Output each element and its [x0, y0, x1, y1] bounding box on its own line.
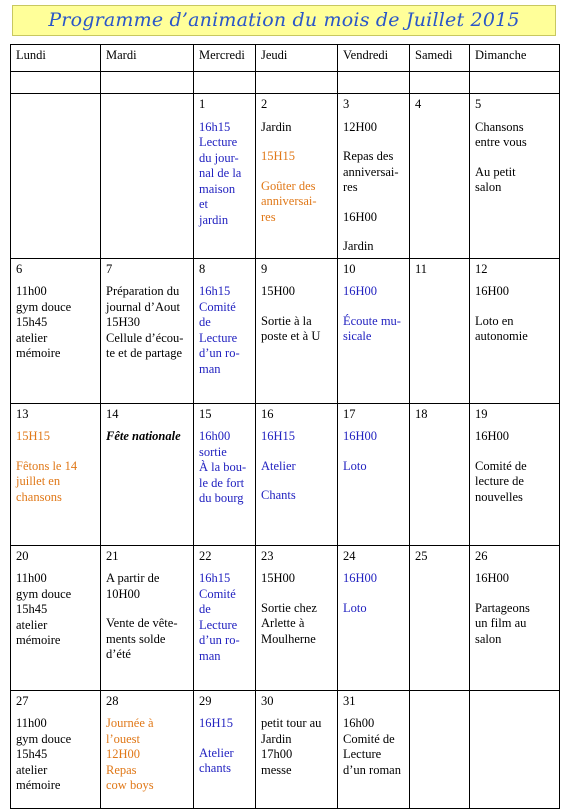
- event-text: man: [199, 648, 221, 663]
- event-text: Chansons: [475, 119, 524, 134]
- day-cell: [338, 690, 410, 808]
- spacer: [16, 422, 95, 429]
- spacer: [106, 709, 188, 716]
- event-text: Goûter des: [261, 178, 316, 193]
- day-cell: [410, 94, 470, 259]
- event-text: l’ouest: [106, 731, 141, 746]
- spacer: [106, 602, 188, 616]
- spacer: [16, 564, 95, 571]
- event-text: et: [199, 197, 209, 211]
- spacer: [16, 709, 95, 716]
- event-text: 15h45: [16, 747, 48, 761]
- day-cell: [256, 690, 338, 808]
- week-row: [11, 690, 560, 808]
- event-text: Atelier: [261, 458, 296, 473]
- day-cell: [11, 690, 101, 808]
- event-text: atelier: [16, 762, 48, 777]
- day-header: Dimanche: [470, 45, 560, 72]
- header-row: [11, 45, 560, 72]
- spacer: [343, 564, 404, 571]
- event-text: 16H00: [343, 284, 378, 298]
- day-number: 6: [16, 261, 23, 276]
- day-number: 22: [199, 548, 212, 563]
- spacer: [261, 165, 332, 179]
- spacer: [261, 445, 332, 459]
- event-text: Fête nationale: [106, 429, 181, 443]
- day-number: 23: [261, 548, 274, 563]
- day-cell: [338, 94, 410, 259]
- day-cell: [11, 545, 101, 690]
- event-text: Lecture: [199, 135, 238, 149]
- day-cell: [256, 545, 338, 690]
- day-cell: [194, 403, 256, 545]
- event-text: 15H00: [261, 284, 296, 298]
- event-text: 15h45: [16, 315, 48, 329]
- spacer: [475, 113, 554, 120]
- day-cell: [470, 403, 560, 545]
- day-cell: [256, 258, 338, 403]
- day-number: 7: [106, 261, 113, 276]
- event-text: Jardin: [261, 119, 292, 134]
- event-text: chants: [199, 761, 231, 775]
- event-text: messe: [261, 762, 292, 777]
- event-text: Cellule d’écou-: [106, 330, 184, 345]
- event-text: 17h00: [261, 747, 293, 761]
- empty-cell: [470, 72, 560, 94]
- day-cell: [470, 690, 560, 808]
- event-text: lecture de: [475, 474, 524, 488]
- day-number: 15: [199, 406, 212, 421]
- day-number: 1: [199, 97, 206, 111]
- event-text: Lecture: [343, 747, 382, 761]
- event-text: le de fort: [199, 475, 245, 490]
- event-text: Loto en: [475, 313, 514, 328]
- spacer: [343, 300, 404, 314]
- event-text: salon: [475, 631, 502, 646]
- empty-cell: [256, 72, 338, 94]
- event-text: 16H00: [343, 209, 378, 224]
- spacer: [106, 564, 188, 571]
- day-number: 12: [475, 261, 488, 276]
- event-text: anniversai-: [261, 194, 317, 208]
- empty-cell: [194, 72, 256, 94]
- day-cell: [410, 545, 470, 690]
- spacer: [475, 300, 554, 314]
- week-row: [11, 258, 560, 403]
- event-text: Jardin: [343, 239, 374, 253]
- event-text: Partageons: [475, 600, 530, 615]
- spacer: [106, 277, 188, 284]
- day-number: 2: [261, 97, 268, 111]
- spacer: [199, 564, 250, 571]
- spacer: [475, 151, 554, 165]
- day-cell: [470, 94, 560, 259]
- day-cell: [11, 258, 101, 403]
- day-cell: [256, 94, 338, 259]
- day-number: 17: [343, 406, 356, 421]
- day-cell: [470, 258, 560, 403]
- event-text: À la bou-: [199, 460, 247, 474]
- event-text: Loto: [343, 458, 367, 473]
- day-number: 3: [343, 97, 350, 111]
- spacer: [199, 709, 250, 716]
- event-text: du bourg: [199, 491, 244, 505]
- day-header: Jeudi: [256, 45, 338, 72]
- event-text: Lecture: [199, 617, 238, 632]
- event-text: gym douce: [16, 731, 72, 746]
- event-text: 15H30: [106, 315, 141, 329]
- spacer: [475, 587, 554, 601]
- spacer: [343, 445, 404, 459]
- day-number: 27: [16, 693, 29, 708]
- event-text: journal d’Aout: [106, 299, 180, 314]
- event-text: jardin: [199, 212, 229, 227]
- spacer: [261, 277, 332, 284]
- event-text: 16h00: [343, 716, 375, 730]
- day-cell: [101, 690, 194, 808]
- event-text: 15H15: [261, 149, 296, 163]
- day-header: Mercredi: [194, 45, 256, 72]
- event-text: 16h15: [199, 571, 231, 585]
- event-text: mémoire: [16, 633, 61, 647]
- event-text: res: [343, 180, 358, 194]
- day-header: Mardi: [101, 45, 194, 72]
- day-cell: [194, 690, 256, 808]
- spacer: [343, 225, 404, 239]
- week-row: [11, 94, 560, 259]
- event-text: nouvelles: [475, 489, 523, 504]
- spacer: [261, 300, 332, 314]
- event-text: Comité de: [475, 458, 527, 473]
- day-cell: [101, 545, 194, 690]
- spacer: [16, 445, 95, 459]
- event-text: 15H00: [261, 571, 296, 585]
- event-text: de: [199, 602, 211, 616]
- day-cell: [194, 545, 256, 690]
- event-text: sortie: [199, 444, 227, 459]
- day-number: 11: [415, 261, 428, 276]
- day-number: 25: [415, 548, 428, 563]
- event-text: anniversai-: [343, 164, 399, 179]
- spacer: [261, 474, 332, 488]
- event-text: 12H00: [106, 747, 141, 761]
- empty-cell: [410, 72, 470, 94]
- event-text: Au petit: [475, 164, 516, 179]
- day-cell: [101, 403, 194, 545]
- spacer: [475, 422, 554, 429]
- event-text: d’un ro-: [199, 346, 240, 360]
- event-text: maison: [199, 181, 236, 196]
- calendar-table: [10, 44, 560, 809]
- day-number: 13: [16, 406, 29, 421]
- day-number: 5: [475, 97, 482, 111]
- spacer: [343, 113, 404, 120]
- spacer: [261, 564, 332, 571]
- day-cell: [470, 545, 560, 690]
- day-cell: [11, 94, 101, 259]
- event-text: ments solde: [106, 631, 166, 646]
- spacer: [343, 422, 404, 429]
- event-text: atelier: [16, 330, 48, 345]
- event-text: 11h00: [16, 571, 47, 585]
- day-number: 20: [16, 548, 29, 563]
- event-text: 16h00: [199, 429, 231, 443]
- spacer: [16, 277, 95, 284]
- spacer: [343, 277, 404, 284]
- day-number: 10: [343, 261, 356, 276]
- spacer: [343, 709, 404, 716]
- day-cell: [101, 94, 194, 259]
- event-text: salon: [475, 180, 502, 194]
- event-text: 11h00: [16, 716, 47, 730]
- event-text: nal de la: [199, 166, 242, 180]
- event-text: petit tour au: [261, 716, 322, 730]
- title-banner: [12, 5, 556, 36]
- day-number: 24: [343, 548, 356, 563]
- event-text: 16H00: [343, 571, 378, 585]
- event-text: 10H00: [106, 586, 141, 601]
- event-text: 11h00: [16, 284, 47, 298]
- event-text: 15h45: [16, 602, 48, 616]
- day-number: 21: [106, 548, 119, 563]
- spacer: [343, 587, 404, 601]
- spacer: [261, 709, 332, 716]
- event-text: chansons: [16, 489, 62, 504]
- event-text: Loto: [343, 600, 367, 615]
- event-text: te et de partage: [106, 346, 182, 360]
- spacer: [199, 277, 250, 284]
- event-text: Arlette à: [261, 616, 305, 630]
- event-text: Moulherne: [261, 631, 316, 646]
- day-number: 29: [199, 693, 212, 708]
- day-cell: [410, 403, 470, 545]
- event-text: 16h15: [199, 119, 231, 134]
- day-cell: [338, 545, 410, 690]
- event-text: Comité de: [343, 731, 395, 746]
- event-text: Lecture: [199, 330, 238, 345]
- event-text: man: [199, 361, 221, 376]
- event-text: 16H15: [199, 716, 234, 730]
- day-cell: [410, 258, 470, 403]
- day-header: Vendredi: [338, 45, 410, 72]
- day-cell: [338, 258, 410, 403]
- day-header: Lundi: [11, 45, 101, 72]
- day-number: 4: [415, 97, 422, 111]
- day-number: 19: [475, 406, 488, 421]
- week-row: [11, 403, 560, 545]
- empty-cell: [338, 72, 410, 94]
- event-text: Comité: [199, 586, 236, 601]
- day-cell: [194, 94, 256, 259]
- spacer: [475, 445, 554, 459]
- event-text: entre vous: [475, 135, 527, 149]
- day-number: 26: [475, 548, 488, 563]
- page-title: Programme d’animation du mois de Juillet 2015: [48, 9, 520, 31]
- event-text: un film au: [475, 616, 527, 630]
- day-cell: [338, 403, 410, 545]
- event-text: res: [261, 209, 276, 224]
- event-text: 16H00: [475, 571, 510, 585]
- event-text: Vente de vête-: [106, 616, 178, 630]
- spacer: [475, 277, 554, 284]
- spacer: [199, 422, 250, 429]
- event-text: 15H15: [16, 429, 51, 443]
- empty-cell: [101, 72, 194, 94]
- day-cell: [101, 258, 194, 403]
- event-text: Comité: [199, 299, 236, 314]
- event-text: gym douce: [16, 299, 72, 314]
- event-text: d’un ro-: [199, 633, 240, 647]
- event-text: 16h15: [199, 284, 231, 298]
- spacer: [261, 135, 332, 149]
- event-text: atelier: [16, 617, 48, 632]
- empty-cell: [11, 72, 101, 94]
- event-text: d’un roman: [343, 762, 401, 777]
- event-text: Préparation du: [106, 284, 180, 298]
- day-number: 8: [199, 261, 206, 276]
- spacer: [261, 422, 332, 429]
- day-cell: [11, 403, 101, 545]
- day-cell: [410, 690, 470, 808]
- event-text: Repas: [106, 762, 137, 777]
- day-cell: [256, 403, 338, 545]
- day-number: 16: [261, 406, 274, 421]
- event-text: mémoire: [16, 778, 61, 792]
- week-row: [11, 545, 560, 690]
- event-text: Jardin: [261, 731, 292, 746]
- spacer-row: [11, 72, 560, 94]
- event-text: gym douce: [16, 586, 72, 601]
- event-text: sicale: [343, 329, 372, 343]
- spacer: [343, 196, 404, 210]
- event-text: Fêtons le 14: [16, 458, 78, 473]
- day-cell: [194, 258, 256, 403]
- event-text: 12H00: [343, 119, 378, 134]
- day-number: 28: [106, 693, 119, 708]
- event-text: autonomie: [475, 329, 528, 343]
- spacer: [343, 135, 404, 149]
- event-text: poste et à U: [261, 329, 321, 343]
- event-text: juillet en: [16, 474, 61, 488]
- spacer: [199, 113, 250, 120]
- event-text: Chants: [261, 488, 296, 502]
- event-text: Sortie à la: [261, 313, 312, 328]
- event-text: 16H15: [261, 429, 296, 443]
- spacer: [199, 732, 250, 746]
- spacer: [475, 564, 554, 571]
- event-text: Écoute mu-: [343, 313, 401, 328]
- day-number: 14: [106, 406, 119, 421]
- day-number: 30: [261, 693, 274, 708]
- event-text: A partir de: [106, 571, 160, 585]
- event-text: 16H00: [475, 284, 510, 298]
- spacer: [261, 587, 332, 601]
- event-text: mémoire: [16, 346, 61, 360]
- spacer: [106, 422, 188, 429]
- event-text: cow boys: [106, 778, 154, 792]
- event-text: Sortie chez: [261, 600, 317, 615]
- event-text: 16H00: [475, 429, 510, 443]
- spacer: [261, 113, 332, 120]
- event-text: Repas des: [343, 149, 394, 163]
- event-text: Atelier: [199, 745, 234, 760]
- day-number: 31: [343, 693, 356, 708]
- event-text: Journée à: [106, 716, 154, 730]
- event-text: 16H00: [343, 429, 378, 443]
- day-number: 9: [261, 261, 268, 276]
- day-header: Samedi: [410, 45, 470, 72]
- day-number: 18: [415, 406, 428, 421]
- event-text: du jour-: [199, 150, 239, 165]
- event-text: de: [199, 315, 211, 329]
- event-text: d’été: [106, 647, 131, 661]
